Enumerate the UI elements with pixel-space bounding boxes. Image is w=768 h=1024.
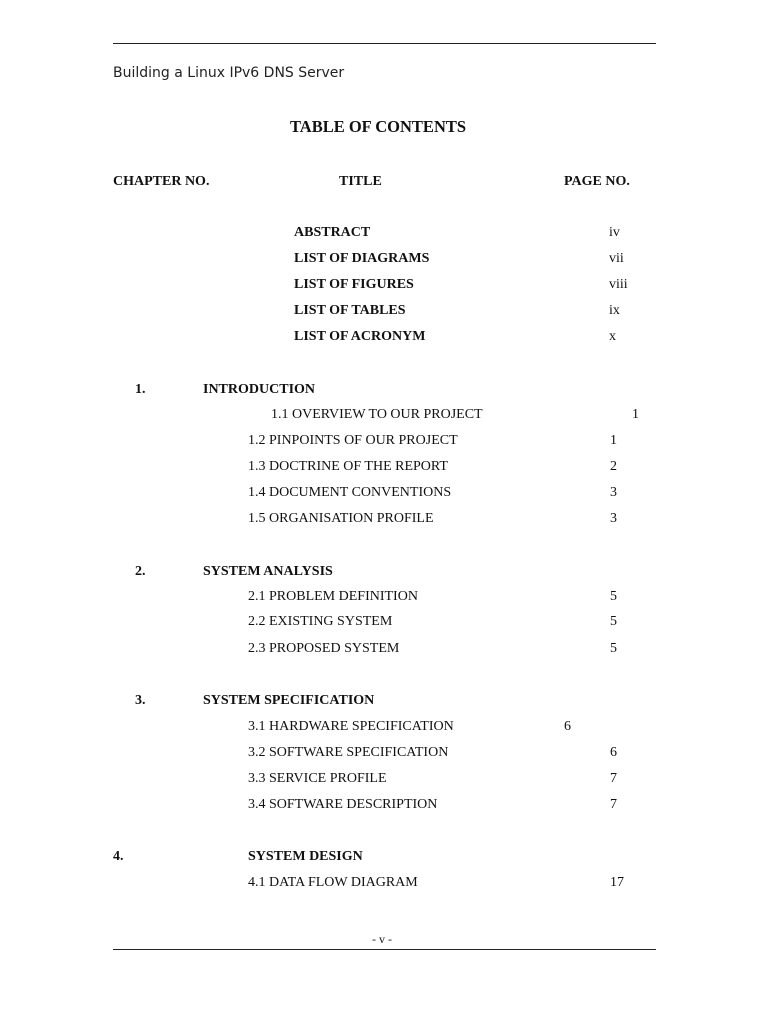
section-page: 5 xyxy=(610,641,617,656)
chapter-number: 3. xyxy=(135,693,146,708)
toc-entry-page: x xyxy=(609,329,616,344)
toc-entry-title: LIST OF FIGURES xyxy=(294,277,414,292)
section-page: 3 xyxy=(610,511,617,526)
toc-heading: TABLE OF CONTENTS xyxy=(290,117,467,136)
section-title: 1.4 DOCUMENT CONVENTIONS xyxy=(248,485,452,500)
toc-entry-title: LIST OF ACRONYM xyxy=(294,329,426,344)
toc-entry-title: LIST OF TABLES xyxy=(294,303,406,318)
running-header: Building a Linux IPv6 DNS Server xyxy=(113,65,345,81)
chapter-number: 2. xyxy=(135,564,146,579)
section-page: 5 xyxy=(610,614,617,629)
section-title: 2.2 EXISTING SYSTEM xyxy=(248,614,393,629)
bottom-rule xyxy=(113,949,656,950)
top-rule xyxy=(113,43,656,44)
chapter-title: INTRODUCTION xyxy=(203,382,316,397)
chapter-number: 1. xyxy=(135,382,146,397)
chapter-title: SYSTEM ANALYSIS xyxy=(203,564,333,579)
section-title: 2.1 PROBLEM DEFINITION xyxy=(248,589,418,604)
chapter-title: SYSTEM DESIGN xyxy=(248,849,363,864)
chapter-title: SYSTEM SPECIFICATION xyxy=(203,693,375,708)
toc-entry-page: iv xyxy=(609,225,620,240)
page-number: - v - xyxy=(372,932,392,946)
section-page: 5 xyxy=(610,589,617,604)
toc-entry-page: viii xyxy=(609,277,628,292)
column-heading-chapter: CHAPTER NO. xyxy=(113,174,210,189)
section-title: 3.4 SOFTWARE DESCRIPTION xyxy=(248,797,438,812)
column-heading-page: PAGE NO. xyxy=(564,174,630,189)
section-title: 3.2 SOFTWARE SPECIFICATION xyxy=(248,745,449,760)
column-heading-title: TITLE xyxy=(339,174,382,189)
section-page: 6 xyxy=(610,745,617,760)
section-title: 1.2 PINPOINTS OF OUR PROJECT xyxy=(248,433,458,448)
section-page: 17 xyxy=(610,875,624,890)
toc-entry-page: vii xyxy=(609,251,624,266)
section-page: 7 xyxy=(610,797,617,812)
section-page: 6 xyxy=(564,719,571,734)
section-title: 1.3 DOCTRINE OF THE REPORT xyxy=(248,459,448,474)
toc-entry-page: ix xyxy=(609,303,620,318)
section-title: 2.3 PROPOSED SYSTEM xyxy=(248,641,400,656)
section-title: 3.1 HARDWARE SPECIFICATION xyxy=(248,719,454,734)
section-title: 4.1 DATA FLOW DIAGRAM xyxy=(248,875,418,890)
section-title: 1.5 ORGANISATION PROFILE xyxy=(248,511,434,526)
section-page: 2 xyxy=(610,459,617,474)
toc-entry-title: ABSTRACT xyxy=(294,225,371,240)
section-page: 1 xyxy=(610,433,617,448)
section-title: 3.3 SERVICE PROFILE xyxy=(248,771,387,786)
section-page: 1 xyxy=(632,407,639,422)
section-title: 1.1 OVERVIEW TO OUR PROJECT xyxy=(271,407,483,422)
section-page: 7 xyxy=(610,771,617,786)
chapter-number: 4. xyxy=(113,849,124,864)
section-page: 3 xyxy=(610,485,617,500)
toc-entry-title: LIST OF DIAGRAMS xyxy=(294,251,430,266)
